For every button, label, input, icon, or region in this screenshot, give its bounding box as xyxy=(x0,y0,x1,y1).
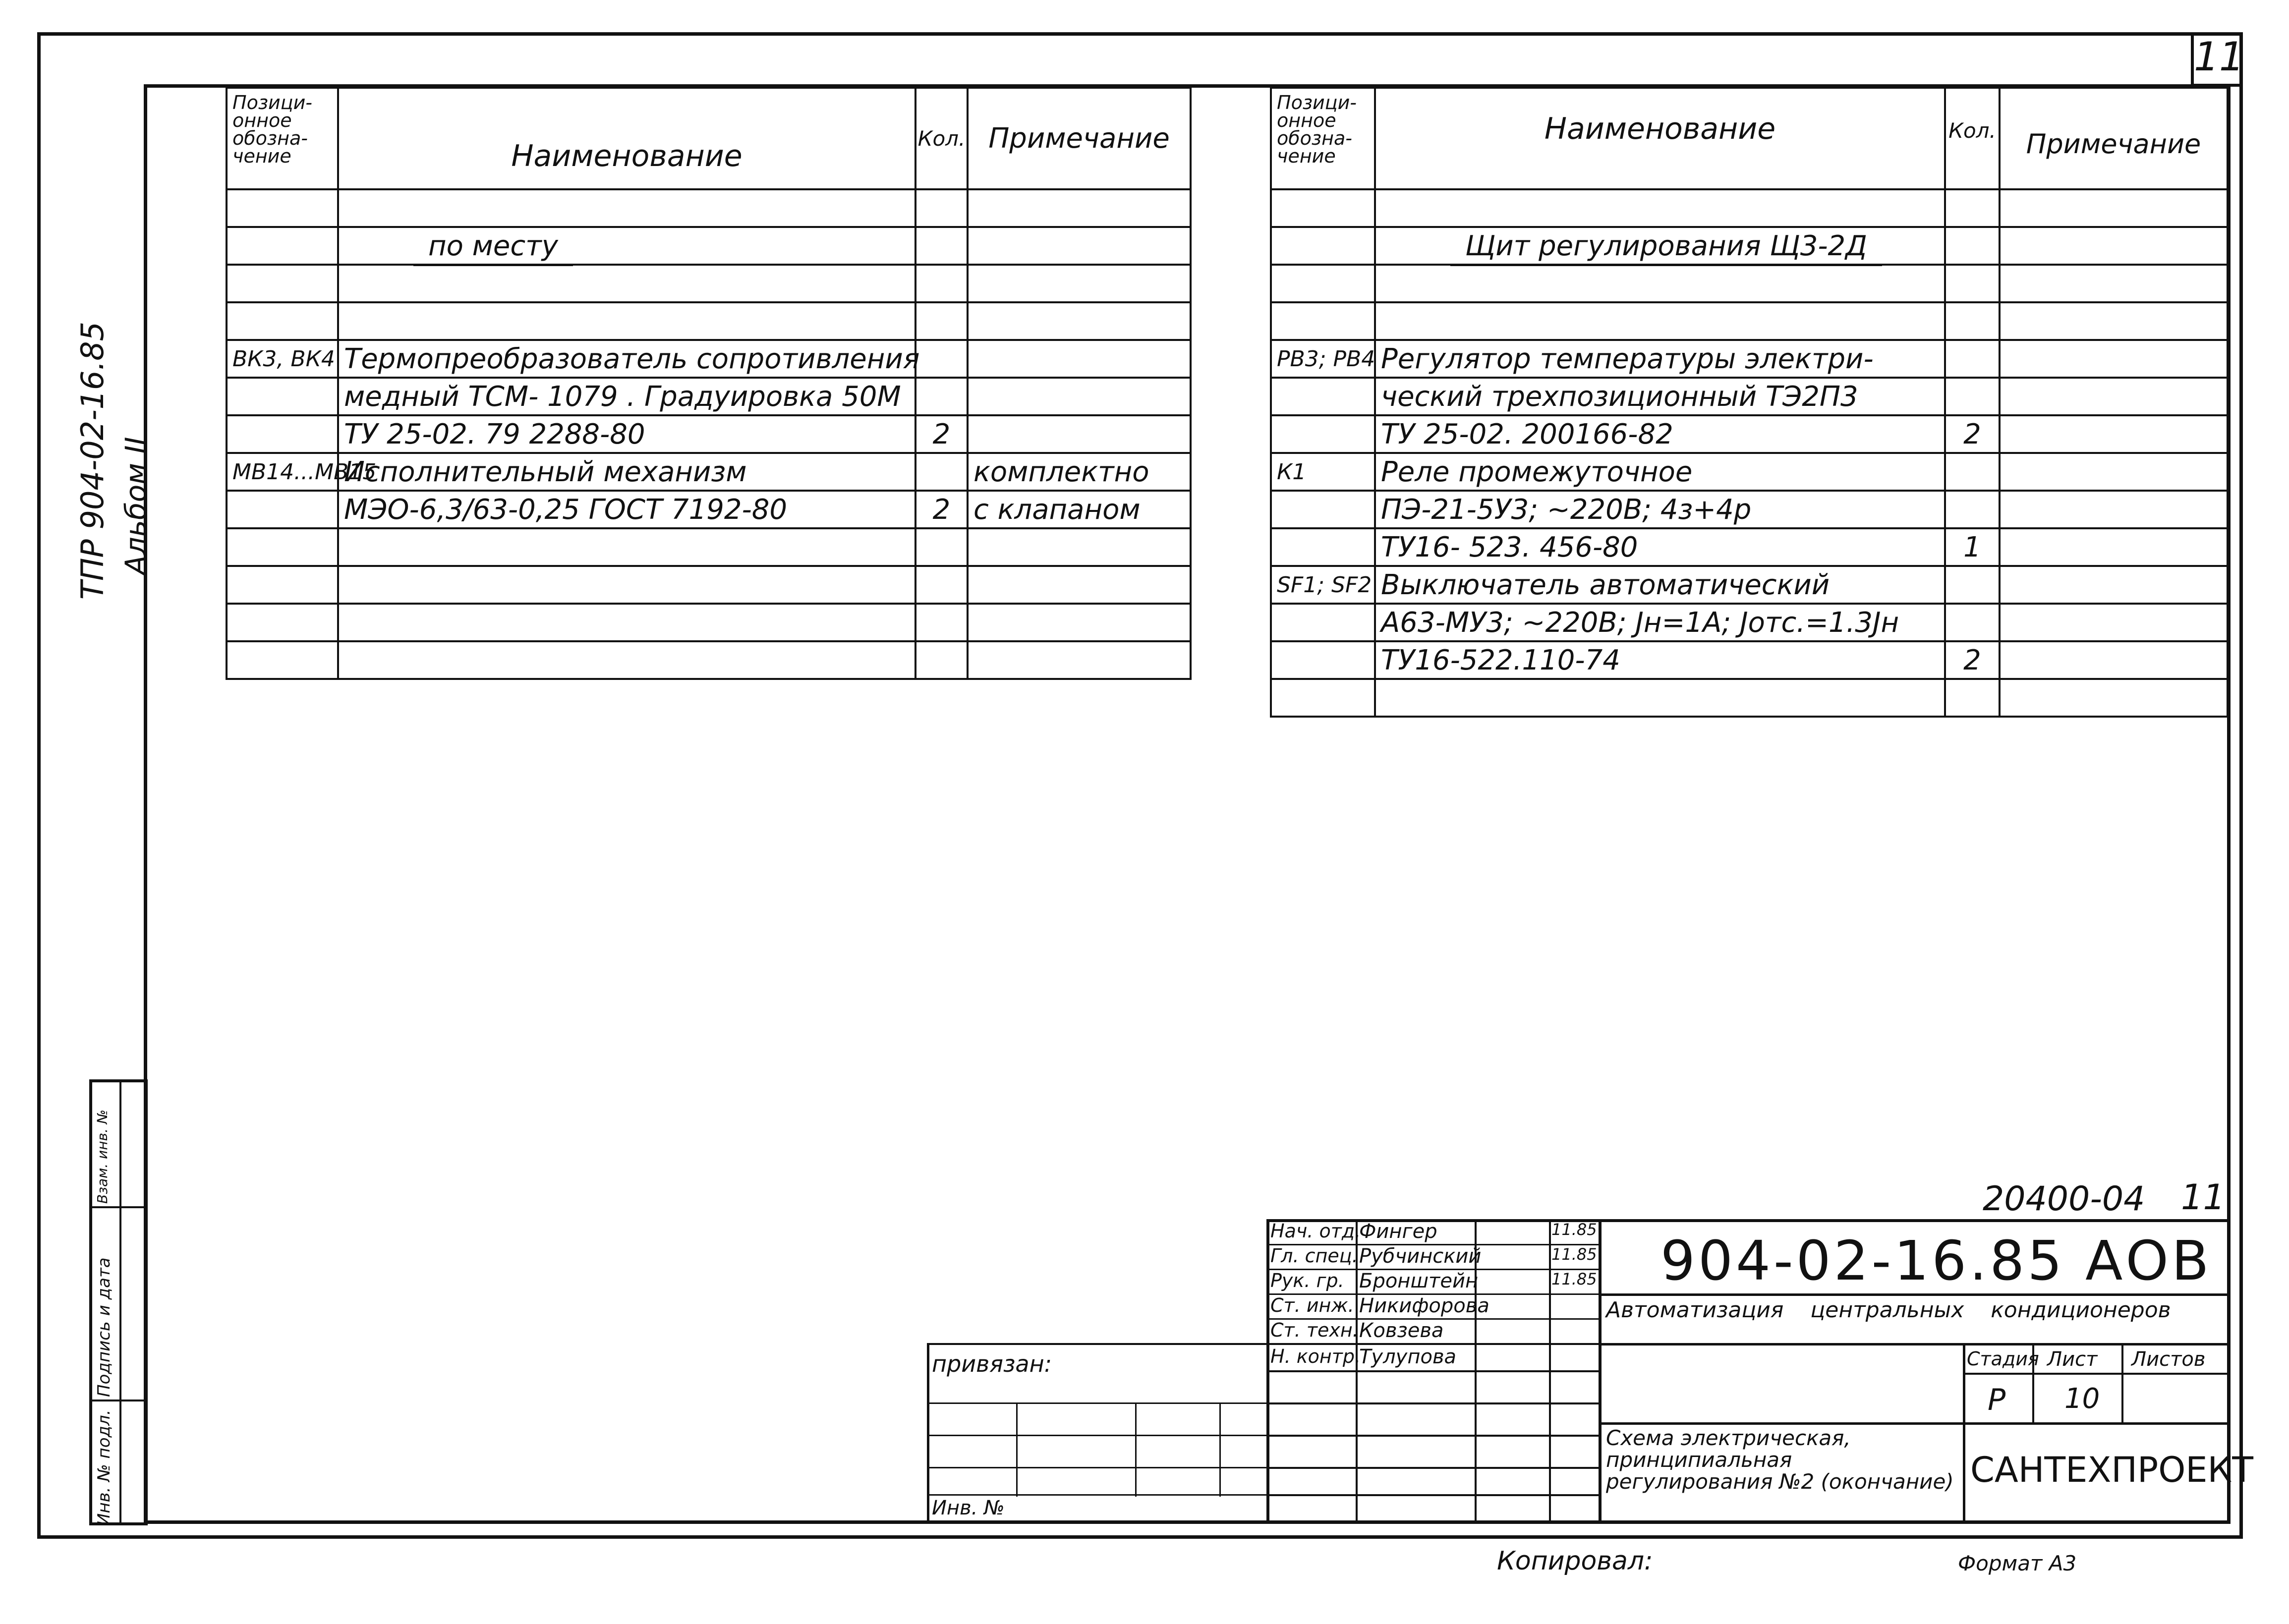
name-cell: Регулятор температуры электри- xyxy=(1375,340,1945,378)
header-note: Примечание xyxy=(968,88,1191,189)
table-row xyxy=(1271,340,2228,378)
table-row xyxy=(1271,641,2228,679)
note-cell xyxy=(2000,227,2228,265)
qty-cell xyxy=(916,641,968,679)
qty-cell: 2 xyxy=(1945,641,2000,679)
personnel-name: Рубчинский xyxy=(1359,1245,1482,1268)
note-cell xyxy=(968,340,1191,378)
name-cell: медный ТСМ- 1079 . Градуировка 50М xyxy=(338,378,916,415)
position-cell xyxy=(1271,491,1375,528)
position-cell xyxy=(227,189,338,227)
side-album: Альбом II xyxy=(119,437,153,575)
table-row xyxy=(227,528,1191,566)
header-qty: Кол. xyxy=(1945,88,2000,189)
table-row xyxy=(1271,528,2228,566)
name-cell: А63-МУ3; ~220В; Jн=1А; Jотс.=1.3Jн xyxy=(1375,604,1945,641)
personnel-name: Фингер xyxy=(1359,1220,1437,1243)
position-cell: ВК3, ВК4 xyxy=(227,340,338,378)
position-cell xyxy=(1271,378,1375,415)
name-cell xyxy=(338,566,916,604)
personnel-role: Рук. гр. xyxy=(1270,1270,1344,1291)
inv-label: Инв. № xyxy=(932,1497,1005,1519)
note-cell xyxy=(968,604,1191,641)
note-cell xyxy=(2000,679,2228,717)
qty-cell xyxy=(1945,378,2000,415)
position-cell xyxy=(227,265,338,302)
header-position: Позици-онное обозна-чение xyxy=(227,88,338,189)
table-row xyxy=(227,340,1191,378)
qty-cell xyxy=(1945,453,2000,491)
position-cell: МВ14...МВ15 xyxy=(227,453,338,491)
note-cell xyxy=(2000,528,2228,566)
table-row xyxy=(1271,227,2228,265)
name-cell xyxy=(338,528,916,566)
document-title: Автоматизация центральных кондиционеров xyxy=(1606,1297,2171,1323)
sheet-value: 10 xyxy=(2064,1383,2100,1415)
note-cell xyxy=(968,302,1191,340)
table-row xyxy=(227,604,1191,641)
table-row xyxy=(1271,302,2228,340)
position-cell xyxy=(1271,528,1375,566)
note-cell xyxy=(2000,415,2228,453)
name-cell: Реле промежуточное xyxy=(1375,453,1945,491)
name-cell xyxy=(338,604,916,641)
inventory-sheet: 11 xyxy=(2181,1177,2226,1218)
stage-value: Р xyxy=(1988,1383,2006,1417)
table-row xyxy=(227,415,1191,453)
personnel-name: Бронштейн xyxy=(1359,1270,1479,1292)
name-cell: ТУ16- 523. 456-80 xyxy=(1375,528,1945,566)
note-cell xyxy=(2000,302,2228,340)
archive-label-inv: Инв. № подл. xyxy=(94,1409,114,1526)
qty-cell xyxy=(916,453,968,491)
note-cell xyxy=(2000,189,2228,227)
stage-label: Стадия xyxy=(1967,1348,2039,1370)
personnel-date: 11.85 xyxy=(1551,1245,1597,1264)
position-cell xyxy=(1271,641,1375,679)
name-cell xyxy=(338,189,916,227)
table-row xyxy=(1271,679,2228,717)
position-cell xyxy=(227,227,338,265)
note-cell xyxy=(2000,491,2228,528)
position-cell xyxy=(227,604,338,641)
table-row xyxy=(227,566,1191,604)
inventory-number: 20400-04 xyxy=(1983,1179,2145,1219)
note-cell xyxy=(968,528,1191,566)
archive-label-sign: Подпись и дата xyxy=(94,1257,114,1397)
organization: САНТЕХПРОЕКТ xyxy=(1970,1450,2253,1490)
qty-cell xyxy=(1945,604,2000,641)
table-row xyxy=(1271,566,2228,604)
archive-strip xyxy=(89,1079,148,1525)
qty-cell xyxy=(916,189,968,227)
note-cell: комплектно xyxy=(968,453,1191,491)
name-cell xyxy=(1375,265,1945,302)
name-cell xyxy=(1375,679,1945,717)
table-row xyxy=(1271,453,2228,491)
table-row xyxy=(227,227,1191,265)
position-cell: SF1; SF2 xyxy=(1271,566,1375,604)
left-table-header xyxy=(227,88,1191,189)
note-cell xyxy=(968,189,1191,227)
table-row xyxy=(227,491,1191,528)
personnel-name: Ковзева xyxy=(1359,1319,1444,1342)
table-row xyxy=(227,378,1191,415)
position-cell xyxy=(1271,415,1375,453)
name-cell: ПЭ-21-5У3; ~220В; 4з+4р xyxy=(1375,491,1945,528)
attached-label: привязан: xyxy=(932,1350,1052,1377)
position-cell xyxy=(1271,604,1375,641)
name-cell xyxy=(338,302,916,340)
name-cell: по месту xyxy=(338,227,916,265)
personnel-name: Никифорова xyxy=(1359,1294,1489,1317)
name-cell: ческий трехпозиционный ТЭ2П3 xyxy=(1375,378,1945,415)
qty-cell xyxy=(1945,227,2000,265)
corner-sheet-number: 11 xyxy=(2191,32,2240,87)
qty-cell xyxy=(1945,265,2000,302)
note-cell xyxy=(2000,453,2228,491)
qty-cell: 2 xyxy=(1945,415,2000,453)
name-cell: ТУ 25-02. 79 2288-80 xyxy=(338,415,916,453)
name-cell: Исполнительный механизм xyxy=(338,453,916,491)
position-cell xyxy=(227,566,338,604)
drawing-title: Схема электрическая, принципиальная регулирования №2 (окончание) xyxy=(1606,1426,1954,1494)
position-cell xyxy=(1271,227,1375,265)
paper-format: Формат А3 xyxy=(1958,1551,2077,1575)
name-cell xyxy=(338,265,916,302)
note-cell xyxy=(2000,604,2228,641)
sheets-label: Листов xyxy=(2131,1348,2206,1371)
note-cell xyxy=(2000,265,2228,302)
position-cell xyxy=(1271,302,1375,340)
qty-cell xyxy=(1945,679,2000,717)
note-cell xyxy=(968,227,1191,265)
personnel-name: Тулупова xyxy=(1359,1345,1457,1368)
copied-by: Копировал: xyxy=(1497,1546,1653,1576)
header-position: Позици-онное обозна-чение xyxy=(1271,88,1375,189)
personnel-date: 11.85 xyxy=(1551,1220,1597,1239)
qty-cell xyxy=(1945,491,2000,528)
name-cell: ТУ 25-02. 200166-82 xyxy=(1375,415,1945,453)
note-cell xyxy=(2000,641,2228,679)
position-cell xyxy=(227,528,338,566)
note-cell xyxy=(968,641,1191,679)
position-cell xyxy=(1271,265,1375,302)
table-row xyxy=(1271,378,2228,415)
position-cell xyxy=(227,302,338,340)
archive-label-replace: Взам. инв. № xyxy=(94,1109,111,1204)
position-cell xyxy=(227,641,338,679)
qty-cell: 2 xyxy=(916,415,968,453)
qty-cell xyxy=(916,302,968,340)
note-cell xyxy=(2000,340,2228,378)
qty-cell xyxy=(1945,340,2000,378)
personnel-role: Гл. спец. xyxy=(1270,1245,1358,1267)
qty-cell xyxy=(916,378,968,415)
table-row xyxy=(1271,604,2228,641)
qty-cell xyxy=(916,604,968,641)
note-cell xyxy=(968,415,1191,453)
header-note: Примечание xyxy=(2000,88,2228,189)
personnel-role: Нач. отд. xyxy=(1270,1220,1361,1242)
qty-cell xyxy=(916,566,968,604)
qty-cell xyxy=(1945,189,2000,227)
table-row xyxy=(227,453,1191,491)
personnel-role: Н. контр. xyxy=(1270,1345,1361,1367)
name-cell: Щит регулирования Щ3-2Д xyxy=(1375,227,1945,265)
personnel-date: 11.85 xyxy=(1551,1270,1597,1288)
header-name: Наименование xyxy=(1375,88,1945,189)
qty-cell: 2 xyxy=(916,491,968,528)
qty-cell: 1 xyxy=(1945,528,2000,566)
right-spec-table xyxy=(1270,87,2229,718)
table-row xyxy=(227,265,1191,302)
table-row xyxy=(227,302,1191,340)
personnel-role: Ст. техн. xyxy=(1270,1319,1359,1341)
qty-cell xyxy=(1945,566,2000,604)
name-cell: ТУ16-522.110-74 xyxy=(1375,641,1945,679)
personnel-role: Ст. инж. xyxy=(1270,1294,1354,1316)
header-name: Наименование xyxy=(338,88,916,189)
table-row xyxy=(227,189,1191,227)
position-cell xyxy=(227,378,338,415)
name-cell xyxy=(1375,302,1945,340)
position-cell xyxy=(227,491,338,528)
name-cell: Выключатель автоматический xyxy=(1375,566,1945,604)
position-cell: К1 xyxy=(1271,453,1375,491)
qty-cell xyxy=(916,227,968,265)
name-cell: Термопреобразователь сопротивления xyxy=(338,340,916,378)
name-cell xyxy=(1375,189,1945,227)
table-row xyxy=(1271,415,2228,453)
note-cell xyxy=(968,265,1191,302)
qty-cell xyxy=(916,340,968,378)
position-cell xyxy=(1271,679,1375,717)
note-cell: с клапаном xyxy=(968,491,1191,528)
position-cell xyxy=(227,415,338,453)
side-doc-code: ТПР 904-02-16.85 xyxy=(74,321,111,600)
project-code: 904-02-16.85 АОВ xyxy=(1660,1229,2212,1292)
note-cell xyxy=(968,566,1191,604)
table-row xyxy=(1271,189,2228,227)
note-cell xyxy=(2000,378,2228,415)
qty-cell xyxy=(1945,302,2000,340)
qty-cell xyxy=(916,265,968,302)
left-spec-table xyxy=(226,87,1192,680)
note-cell xyxy=(2000,566,2228,604)
table-row xyxy=(1271,491,2228,528)
name-cell xyxy=(338,641,916,679)
header-qty: Кол. xyxy=(916,88,968,189)
name-cell: МЭО-6,3/63-0,25 ГОСТ 7192-80 xyxy=(338,491,916,528)
position-cell: РВ3; РВ4 xyxy=(1271,340,1375,378)
right-table-header xyxy=(1271,88,2228,189)
table-row xyxy=(1271,265,2228,302)
position-cell xyxy=(1271,189,1375,227)
qty-cell xyxy=(916,528,968,566)
sheet-label: Лист xyxy=(2047,1348,2098,1371)
note-cell xyxy=(968,378,1191,415)
table-row xyxy=(227,641,1191,679)
